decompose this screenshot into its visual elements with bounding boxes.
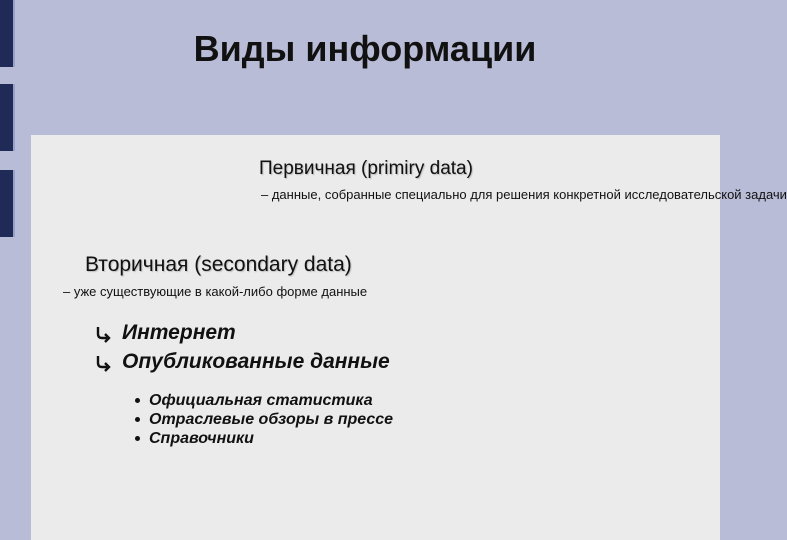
- published-source-label: Справочники: [149, 429, 254, 447]
- list-item: [131, 410, 393, 429]
- bullet-icon: [135, 398, 140, 403]
- source-label: Опубликованные данные: [122, 349, 390, 373]
- primary-data-description: – данные, собранные специально для решения конкретной исследовательской задачи: [261, 187, 787, 202]
- slide-title: Виды информации: [193, 28, 537, 69]
- list-item: [131, 391, 393, 410]
- source-label: Интернет: [122, 320, 236, 344]
- secondary-term-en: (secondary data): [194, 253, 352, 276]
- published-source-label: Отраслевые обзоры в прессе: [149, 410, 394, 428]
- primary-term-en: (primiry data): [361, 158, 473, 179]
- list-item: [94, 318, 390, 347]
- secondary-data-description: – уже существующие в какой-либо форме данные: [63, 284, 368, 299]
- list-item: [131, 429, 393, 448]
- bullet-icon: [135, 436, 140, 441]
- curved-arrow-icon: [94, 324, 112, 342]
- primary-term: Первичная: [259, 158, 356, 179]
- left-accent-bar: [0, 170, 15, 237]
- primary-data-heading: [259, 158, 473, 180]
- secondary-term: Вторичная: [85, 253, 189, 276]
- curved-arrow-icon: [94, 353, 112, 371]
- bullet-icon: [135, 417, 140, 422]
- published-sources-list: [131, 391, 393, 448]
- left-accent-bar: [0, 84, 15, 151]
- sources-list: [94, 318, 390, 376]
- list-item: [94, 347, 390, 376]
- published-source-label: Официальная статистика: [149, 391, 373, 409]
- secondary-data-heading: [85, 253, 352, 277]
